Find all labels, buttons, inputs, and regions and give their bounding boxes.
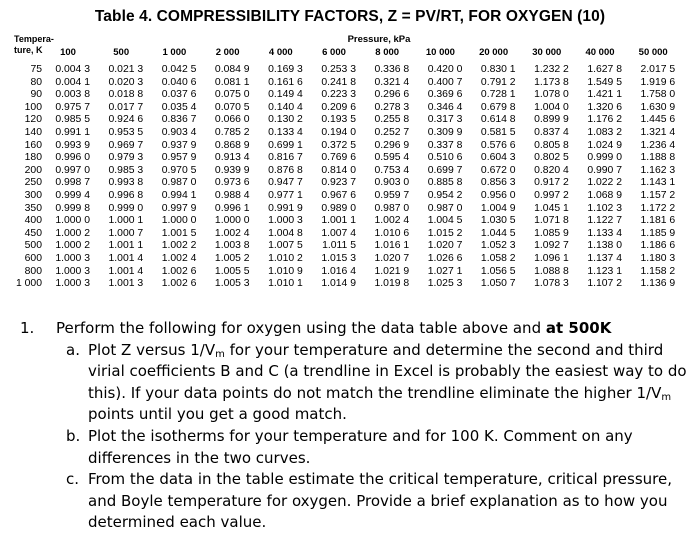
temperature-cell: 200: [24, 164, 42, 176]
z-value-cell: 0.989 0: [321, 202, 356, 214]
z-value-cell: 0.947 7: [268, 177, 303, 189]
z-value-cell: 1.172 2: [640, 202, 676, 214]
z-value-cell: 1.445 6: [640, 114, 676, 126]
pressure-column-header: 2 000: [215, 47, 240, 58]
z-value-cell: 1.025 3: [427, 278, 463, 290]
z-value-cell: 0.985 3: [108, 164, 144, 176]
z-value-cell: 1.000 3: [55, 252, 90, 264]
z-value-cell: 1.162 3: [640, 164, 676, 176]
table-row: [14, 165, 686, 178]
z-value-cell: 1.027 1: [427, 265, 463, 277]
temperature-cell: 400: [24, 215, 42, 227]
z-value-cell: 2.017 5: [640, 64, 676, 75]
pressure-column-header: 100: [60, 47, 76, 58]
question-part-a: [20, 340, 688, 426]
z-value-cell: 0.837 4: [534, 126, 569, 138]
z-value-cell: 1.010 2: [268, 252, 303, 264]
z-value-cell: 1.000 3: [55, 278, 90, 290]
table-row: [14, 89, 686, 102]
z-value-cell: 1.188 8: [640, 152, 676, 164]
table-row: [14, 177, 686, 190]
z-value-cell: 1.016 1: [374, 240, 410, 252]
z-value-cell: 1.007 4: [321, 227, 356, 239]
question-section: [20, 318, 688, 534]
table-row: [14, 203, 686, 216]
z-value-cell: 0.769 6: [321, 152, 356, 164]
z-value-cell: 0.336 8: [374, 64, 410, 75]
z-value-cell: 1.085 9: [534, 227, 569, 239]
z-value-cell: 1.122 7: [587, 215, 622, 227]
temperature-cell: 100: [24, 101, 42, 113]
z-value-cell: 1.002 2: [161, 240, 197, 252]
part-letter: c.: [66, 470, 80, 489]
z-value-cell: 1.232 2: [534, 64, 569, 75]
z-value-cell: 1.004 9: [480, 202, 516, 214]
z-value-cell: 0.346 4: [427, 101, 463, 113]
table-row: [14, 253, 686, 266]
table-title: Table 4. COMPRESSIBILITY FACTORS, Z = PV/RT, FOR OXYGEN (10): [94, 8, 606, 25]
z-value-cell: 1.044 5: [480, 227, 516, 239]
table-row: [14, 152, 686, 165]
z-value-cell: 1.000 3: [55, 265, 90, 277]
z-value-cell: 0.004 3: [55, 64, 90, 75]
z-value-cell: 1.071 8: [534, 215, 569, 227]
z-value-cell: 0.999 0: [108, 202, 144, 214]
temperature-cell: 500: [24, 240, 42, 252]
z-value-cell: 0.885 8: [427, 177, 463, 189]
z-value-cell: 0.084 9: [214, 64, 250, 75]
part-a-text-3: points until you get a good match.: [88, 405, 347, 424]
z-value-cell: 1.919 6: [640, 76, 676, 88]
z-value-cell: 0.805 8: [534, 139, 569, 151]
z-value-cell: 0.954 2: [427, 189, 463, 201]
z-value-cell: 0.987 0: [427, 202, 463, 214]
part-letter: a.: [66, 340, 80, 359]
z-value-cell: 1.107 2: [587, 278, 622, 290]
z-value-cell: 0.970 5: [161, 164, 197, 176]
compressibility-table: [14, 8, 686, 291]
z-value-cell: 1.123 1: [587, 265, 622, 277]
question-part-b: [20, 426, 688, 469]
z-value-cell: 0.802 5: [534, 152, 569, 164]
z-value-cell: 1.001 4: [108, 265, 144, 277]
z-value-cell: 0.988 4: [214, 189, 250, 201]
table-row: [14, 266, 686, 279]
z-value-cell: 0.959 7: [374, 189, 410, 201]
z-value-cell: 0.003 8: [55, 89, 90, 101]
z-value-cell: 0.255 8: [374, 114, 410, 126]
z-value-cell: 0.337 8: [427, 139, 463, 151]
z-value-cell: 1.002 6: [161, 278, 197, 290]
z-value-cell: 1.010 6: [374, 227, 410, 239]
z-value-cell: 0.161 6: [268, 76, 303, 88]
z-value-cell: 0.987 0: [374, 202, 410, 214]
z-value-cell: 1.000 0: [214, 215, 250, 227]
z-value-cell: 1.136 9: [640, 278, 676, 290]
z-value-cell: 1.002 4: [374, 215, 410, 227]
part-a-text-1: Plot Z versus 1/V: [88, 340, 216, 359]
z-value-cell: 1.000 0: [161, 215, 197, 227]
z-value-cell: 1.236 4: [640, 139, 676, 151]
z-value-cell: 1.045 1: [534, 202, 569, 214]
z-value-cell: 1.004 0: [534, 101, 569, 113]
z-value-cell: 1.078 0: [534, 89, 569, 101]
z-value-cell: 1.133 4: [587, 227, 622, 239]
z-value-cell: 0.937 9: [161, 139, 197, 151]
z-value-cell: 1.010 9: [268, 265, 303, 277]
z-value-cell: 0.296 9: [374, 139, 410, 151]
z-value-cell: 1.056 5: [480, 265, 516, 277]
temperature-cell: 350: [24, 202, 42, 214]
z-value-cell: 1.137 4: [587, 252, 622, 264]
z-value-cell: 1.083 2: [587, 126, 622, 138]
z-value-cell: 0.996 0: [55, 152, 90, 164]
table-body: [14, 64, 686, 291]
table-row: [14, 64, 686, 77]
z-value-cell: 0.169 3: [268, 64, 303, 75]
z-value-cell: 0.278 3: [374, 101, 410, 113]
z-value-cell: 0.309 9: [427, 126, 463, 138]
temperature-cell: 300: [24, 189, 42, 201]
z-value-cell: 0.193 5: [321, 114, 356, 126]
z-value-cell: 1.004 8: [268, 227, 303, 239]
z-value-cell: 1.092 7: [534, 240, 569, 252]
pressure-column-header: 30 000: [532, 47, 562, 58]
z-value-cell: 0.923 7: [321, 177, 356, 189]
z-value-cell: 0.993 8: [108, 177, 144, 189]
z-value-cell: 1.102 3: [587, 202, 622, 214]
table-row: [14, 127, 686, 140]
z-value-cell: 0.510 6: [427, 152, 463, 164]
z-value-cell: 0.728 1: [480, 89, 516, 101]
temperature-cell: 180: [24, 152, 42, 164]
z-value-cell: 0.075 0: [214, 89, 250, 101]
z-value-cell: 0.149 4: [268, 89, 303, 101]
z-value-cell: 1.000 7: [108, 227, 144, 239]
z-value-cell: 0.241 8: [321, 76, 356, 88]
pressure-column-header: 10 000: [425, 47, 455, 58]
z-value-cell: 0.785 2: [214, 126, 250, 138]
z-value-cell: 1.002 4: [214, 227, 250, 239]
z-value-cell: 0.913 4: [214, 152, 250, 164]
z-value-cell: 0.420 0: [427, 64, 463, 75]
z-value-cell: 1.021 9: [374, 265, 410, 277]
z-value-cell: 0.372 5: [321, 139, 356, 151]
z-value-cell: 1.176 2: [587, 114, 622, 126]
temperature-cell: 90: [30, 89, 42, 101]
z-value-cell: 0.321 4: [374, 76, 410, 88]
pressure-column-header: 6 000: [322, 47, 346, 58]
z-value-cell: 0.018 8: [108, 89, 144, 101]
z-value-cell: 1.758 0: [640, 89, 676, 101]
part-a-subscript-2: m: [661, 391, 672, 403]
table-row: [14, 102, 686, 115]
question-intro-bold: at 500K: [545, 319, 612, 337]
z-value-cell: 1.000 0: [55, 215, 90, 227]
z-value-cell: 0.317 3: [427, 114, 463, 126]
pressure-column-header: 8 000: [375, 47, 400, 58]
table-row: [14, 77, 686, 90]
z-value-cell: 0.604 3: [480, 152, 516, 164]
z-value-cell: 0.252 7: [374, 126, 410, 138]
z-value-cell: 1.001 4: [108, 252, 144, 264]
z-value-cell: 1.000 1: [108, 215, 144, 227]
z-value-cell: 0.369 6: [427, 89, 463, 101]
z-value-cell: 0.856 3: [480, 177, 516, 189]
z-value-cell: 0.985 5: [55, 114, 90, 126]
pressure-column-header: 50 000: [638, 47, 668, 58]
temperature-cell: 800: [24, 265, 42, 277]
z-value-cell: 0.939 9: [214, 164, 250, 176]
z-value-cell: 0.130 2: [268, 114, 303, 126]
z-value-cell: 1.181 6: [640, 215, 676, 227]
z-value-cell: 0.836 7: [161, 114, 197, 126]
z-value-cell: 0.830 1: [480, 64, 516, 75]
z-value-cell: 1.549 5: [587, 76, 622, 88]
z-value-cell: 1.143 1: [640, 177, 676, 189]
table-header: [14, 34, 686, 64]
z-value-cell: 0.595 4: [374, 152, 410, 164]
table-row: [14, 278, 686, 291]
z-value-cell: 1.421 1: [587, 89, 622, 101]
z-value-cell: 0.672 0: [480, 164, 516, 176]
z-value-cell: 0.081 1: [214, 76, 250, 88]
z-value-cell: 1.024 9: [587, 139, 622, 151]
z-value-cell: 0.973 6: [214, 177, 250, 189]
z-value-cell: 0.004 1: [55, 76, 90, 88]
z-value-cell: 1.052 3: [480, 240, 516, 252]
temperature-cell: 160: [24, 139, 42, 151]
z-value-cell: 0.017 7: [108, 101, 144, 113]
z-value-cell: 1.007 5: [268, 240, 303, 252]
z-value-cell: 0.996 1: [214, 202, 250, 214]
z-value-cell: 0.917 2: [534, 177, 569, 189]
z-value-cell: 0.969 7: [108, 139, 144, 151]
pressure-column-header: 40 000: [585, 47, 615, 58]
z-value-cell: 1.185 9: [640, 227, 676, 239]
z-value-cell: 0.070 5: [214, 101, 250, 113]
z-value-cell: 1.050 7: [480, 278, 516, 290]
z-value-cell: 1.002 4: [161, 252, 197, 264]
z-value-cell: 0.040 6: [161, 76, 197, 88]
z-value-cell: 1.321 4: [640, 126, 676, 138]
part-b-text: Plot the isotherms for your temperature and for 100 K. Comment on any differences in the two curves.: [88, 426, 633, 467]
z-value-cell: 1.005 5: [214, 265, 250, 277]
z-value-cell: 1.001 1: [321, 215, 356, 227]
z-value-cell: 1.015 2: [427, 227, 463, 239]
z-value-cell: 1.000 2: [55, 227, 90, 239]
z-value-cell: 1.186 6: [640, 240, 676, 252]
table-row: [14, 215, 686, 228]
z-value-cell: 1.157 2: [640, 189, 676, 201]
table-row: [14, 114, 686, 127]
z-value-cell: 0.753 4: [374, 164, 410, 176]
z-value-cell: 0.990 7: [587, 164, 622, 176]
temperature-cell: 120: [24, 114, 42, 126]
z-value-cell: 0.820 4: [534, 164, 569, 176]
z-value-cell: 0.987 0: [161, 177, 197, 189]
part-c-text: From the data in the table estimate the critical temperature, critical pressure, and Boyle temperature for oxygen. Provide a brief explanation as to how you determined each value.: [88, 470, 673, 532]
z-value-cell: 1.011 5: [322, 240, 356, 252]
z-value-cell: 1.078 3: [534, 278, 569, 290]
z-value-cell: 1.058 2: [480, 252, 516, 264]
table-row: [14, 228, 686, 241]
z-value-cell: 1.014 9: [321, 278, 356, 290]
question-part-c: [20, 469, 688, 534]
z-value-cell: 1.000 3: [268, 215, 303, 227]
z-value-cell: 0.924 6: [108, 114, 144, 126]
z-value-cell: 1.138 0: [587, 240, 622, 252]
temperature-cell: 75: [30, 64, 42, 75]
z-value-cell: 1.016 4: [321, 265, 356, 277]
z-value-cell: 1.010 1: [268, 278, 303, 290]
z-value-cell: 1.180 3: [640, 252, 676, 264]
z-value-cell: 0.868 9: [214, 139, 250, 151]
z-value-cell: 0.956 0: [480, 189, 516, 201]
z-value-cell: 0.999 0: [587, 152, 622, 164]
z-value-cell: 0.042 5: [161, 64, 197, 75]
temperature-cell: 1 000: [15, 278, 42, 290]
z-value-cell: 1.158 2: [640, 265, 676, 277]
z-value-cell: 1.015 3: [321, 252, 356, 264]
z-value-cell: 0.037 6: [161, 89, 197, 101]
z-value-cell: 0.998 7: [55, 177, 90, 189]
pressure-column-header: 500: [113, 47, 130, 58]
z-value-cell: 0.994 1: [161, 189, 197, 201]
z-value-cell: 0.999 4: [55, 189, 90, 201]
z-value-cell: 1.320 6: [587, 101, 622, 113]
question-1: [20, 318, 688, 340]
z-value-cell: 0.699 1: [268, 139, 303, 151]
z-value-cell: 1.096 1: [534, 252, 569, 264]
z-value-cell: 0.021 3: [108, 64, 144, 75]
z-value-cell: 1.030 5: [480, 215, 516, 227]
question-number: 1.: [20, 319, 35, 337]
pressure-column-header: 20 000: [479, 47, 509, 58]
z-value-cell: 1.020 7: [427, 240, 463, 252]
z-value-cell: 1.005 2: [214, 252, 250, 264]
z-value-cell: 0.614 8: [480, 114, 516, 126]
temperature-cell: 80: [30, 76, 42, 88]
z-value-cell: 1.627 8: [587, 64, 622, 75]
z-value-cell: 0.977 1: [268, 189, 303, 201]
z-value-cell: 0.876 8: [268, 164, 303, 176]
part-letter: b.: [66, 426, 81, 445]
temperature-cell: 250: [24, 177, 42, 189]
z-value-cell: 0.576 6: [480, 139, 516, 151]
question-intro: Perform the following for oxygen using the data table above and: [56, 319, 542, 337]
pressure-column-header: 1 000: [162, 47, 187, 58]
z-value-cell: 0.066 0: [214, 114, 250, 126]
z-value-cell: 1.026 6: [427, 252, 463, 264]
temperature-cell: 140: [24, 126, 42, 138]
z-value-cell: 0.035 4: [161, 101, 197, 113]
z-value-cell: 1.003 8: [214, 240, 250, 252]
z-value-cell: 1.004 5: [427, 215, 463, 227]
z-value-cell: 1.630 9: [640, 101, 676, 113]
z-value-cell: 1.173 8: [534, 76, 569, 88]
table-row: [14, 240, 686, 253]
z-value-cell: 0.814 0: [321, 164, 356, 176]
z-value-cell: 1.019 8: [374, 278, 410, 290]
z-value-cell: 0.975 7: [55, 101, 90, 113]
z-value-cell: 0.400 7: [427, 76, 463, 88]
z-value-cell: 0.899 9: [534, 114, 569, 126]
z-value-cell: 1.001 3: [108, 278, 144, 290]
z-value-cell: 0.967 6: [321, 189, 356, 201]
z-value-cell: 0.997 2: [534, 189, 569, 201]
z-value-cell: 0.996 8: [108, 189, 144, 201]
z-value-cell: 0.997 9: [161, 202, 197, 214]
pressure-label: Pressure, kPa: [347, 34, 411, 45]
z-value-cell: 0.991 9: [268, 202, 303, 214]
z-value-cell: 0.997 0: [55, 164, 90, 176]
pressure-column-header: 4 000: [268, 47, 293, 58]
table-row: [14, 190, 686, 203]
table-row: [14, 140, 686, 153]
temperature-cell: 450: [24, 227, 42, 239]
z-value-cell: 0.209 6: [321, 101, 356, 113]
temperature-column-label: Tempera- ture, K: [14, 34, 54, 55]
z-value-cell: 1.088 8: [534, 265, 569, 277]
z-value-cell: 1.001 5: [161, 227, 197, 239]
z-value-cell: 0.957 9: [161, 152, 197, 164]
z-value-cell: 1.005 3: [214, 278, 250, 290]
z-value-cell: 0.581 5: [480, 126, 516, 138]
part-a-text-2: for your temperature and determine the second and third virial coefficients B and C (a trendline in Excel is probably the easiest way to do this). If your data points do not match the trendline eliminate the higher 1/V: [88, 340, 687, 402]
z-value-cell: 0.903 0: [374, 177, 410, 189]
z-value-cell: 0.991 1: [55, 126, 90, 138]
z-value-cell: 0.699 7: [427, 164, 463, 176]
temperature-cell: 600: [24, 252, 42, 264]
z-value-cell: 0.999 8: [55, 202, 90, 214]
z-value-cell: 0.953 5: [108, 126, 144, 138]
z-value-cell: 0.679 8: [480, 101, 516, 113]
part-a-subscript-1: m: [215, 348, 225, 360]
z-value-cell: 0.140 4: [268, 101, 303, 113]
z-value-cell: 1.002 6: [161, 265, 197, 277]
z-value-cell: 0.133 4: [268, 126, 303, 138]
z-value-cell: 0.194 0: [321, 126, 356, 138]
z-value-cell: 1.022 2: [587, 177, 622, 189]
z-value-cell: 0.020 3: [108, 76, 144, 88]
z-value-cell: 0.903 4: [161, 126, 197, 138]
z-value-cell: 0.816 7: [268, 152, 303, 164]
z-value-cell: 0.979 3: [108, 152, 144, 164]
z-value-cell: 0.993 9: [55, 139, 90, 151]
z-value-cell: 0.223 3: [321, 89, 356, 101]
z-value-cell: 0.296 6: [374, 89, 410, 101]
z-value-cell: 1.068 9: [587, 189, 622, 201]
z-value-cell: 1.020 7: [374, 252, 410, 264]
z-value-cell: 1.000 2: [55, 240, 90, 252]
z-value-cell: 1.001 1: [108, 240, 144, 252]
z-value-cell: 0.253 3: [321, 64, 356, 75]
z-value-cell: 0.791 2: [480, 76, 516, 88]
